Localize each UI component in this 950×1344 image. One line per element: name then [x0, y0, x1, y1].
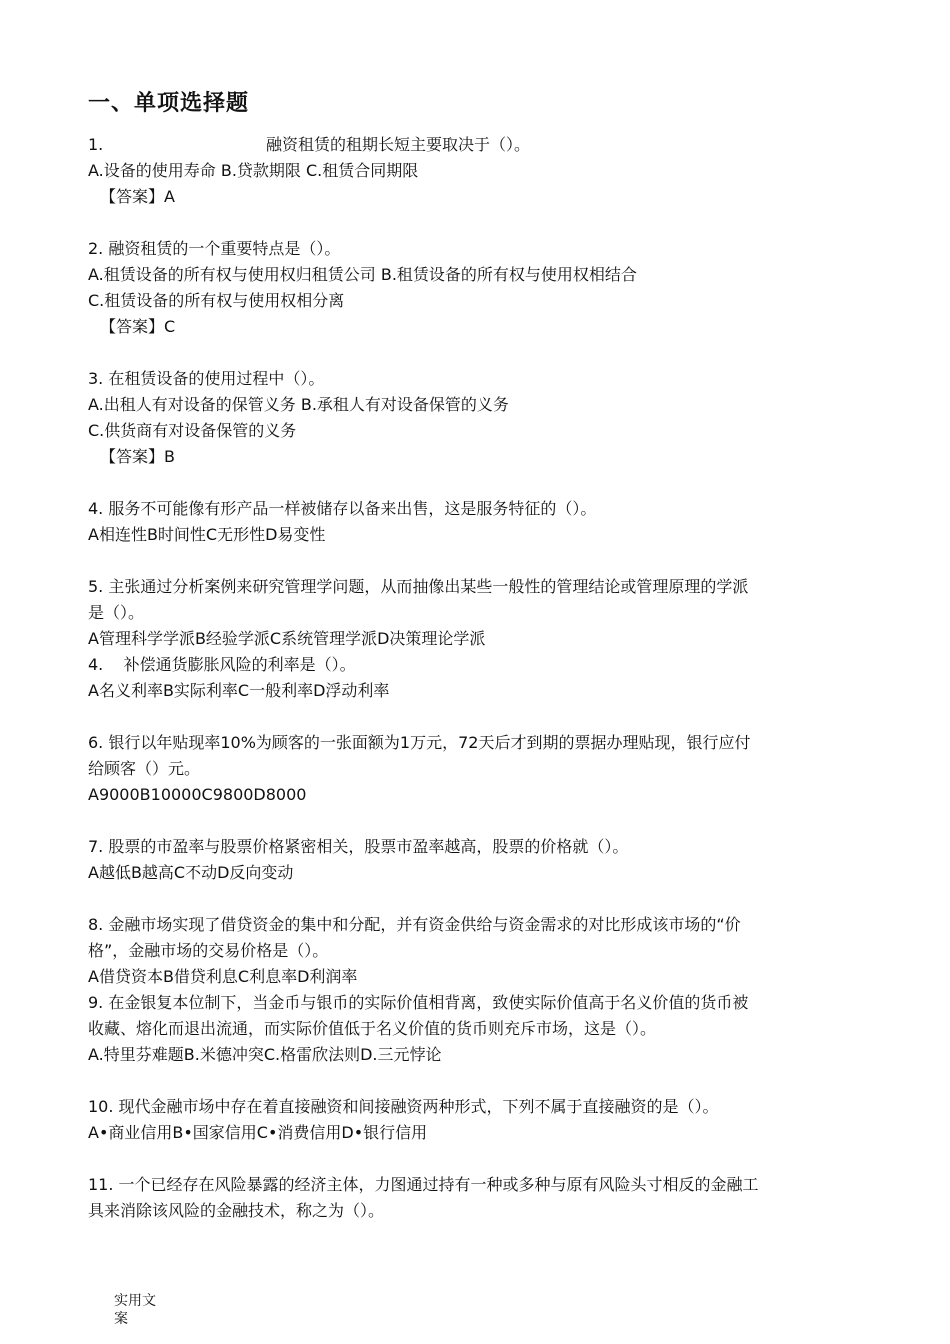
question-4	[88, 496, 858, 548]
question-options: A•商业信用B•国家信用C•消费信用D•银行信用	[88, 1123, 428, 1142]
question-options: A相连性B时间性C无形性D易变性	[88, 525, 326, 544]
section-heading: 一、单项选择题	[88, 91, 250, 116]
question-stem: 4. 补偿通货膨胀风险的利率是（）。	[88, 655, 356, 674]
question-stem: 1. 融资租赁的租期长短主要取决于（）。	[88, 135, 531, 154]
question-options: A管理科学学派B经验学派C系统管理学派D决策理论学派	[88, 629, 486, 648]
question-options: A名义利率B实际利率C一般利率D浮动利率	[88, 681, 390, 700]
document-page	[88, 88, 858, 1224]
page-footer: 实用文案	[114, 1293, 156, 1327]
question-stem: 9. 在金银复本位制下，当金币与银币的实际价值相背离，致使实际价值高于名义价值的货币被	[88, 993, 749, 1012]
question-stem: 10. 现代金融市场中存在着直接融资和间接融资两种形式，下列不属于直接融资的是（）。	[88, 1097, 719, 1116]
question-stem: 8. 金融市场实现了借贷资金的集中和分配，并有资金供给与资金需求的对比形成该市场的“价	[88, 915, 741, 934]
question-stem: 3. 在租赁设备的使用过程中（）。	[88, 369, 325, 388]
question-10	[88, 1094, 858, 1146]
question-8	[88, 912, 858, 990]
question-11	[88, 1172, 858, 1224]
question-stem: 4. 服务不可能像有形产品一样被储存以备来出售，这是服务特征的（）。	[88, 499, 597, 518]
answer-label: 【答案】C	[100, 317, 176, 336]
question-stem: 7. 股票的市盈率与股票价格紧密相关，股票市盈率越高，股票的价格就（）。	[88, 837, 629, 856]
question-stem: 是（）。	[88, 603, 145, 622]
question-9	[88, 990, 858, 1068]
question-stem: 5. 主张通过分析案例来研究管理学问题，从而抽像出某些一般性的管理结论或管理原理的学派	[88, 577, 749, 596]
question-options: C.租赁设备的所有权与使用权相分离	[88, 291, 345, 310]
question-6	[88, 730, 858, 808]
question-2	[88, 236, 858, 340]
question-options: A越低B越高C不动D反向变动	[88, 863, 294, 882]
question-stem: 收藏、熔化而退出流通，而实际价值低于名义价值的货币则充斥市场，这是（）。	[88, 1019, 657, 1038]
question-options: A.租赁设备的所有权与使用权归租赁公司 B.租赁设备的所有权与使用权相结合	[88, 265, 637, 284]
question-5	[88, 574, 858, 652]
question-options: A.特里芬难题B.米德冲突C.格雷欣法则D.三元悖论	[88, 1045, 442, 1064]
question-options: A9000B10000C9800D8000	[88, 785, 307, 804]
question-options: C.供货商有对设备保管的义务	[88, 421, 297, 440]
question-4b	[88, 652, 858, 704]
answer-label: 【答案】B	[100, 447, 175, 466]
question-1	[88, 132, 858, 210]
question-stem: 格”，金融市场的交易价格是（）。	[88, 941, 329, 960]
question-stem: 11. 一个已经存在风险暴露的经济主体，力图通过持有一种或多种与原有风险头寸相反的金融工	[88, 1175, 759, 1194]
question-stem: 2. 融资租赁的一个重要特点是（）。	[88, 239, 341, 258]
question-options: A.设备的使用寿命 B.贷款期限 C.租赁合同期限	[88, 161, 419, 180]
question-stem: 给顾客（）元。	[88, 759, 201, 778]
question-stem: 具来消除该风险的金融技术，称之为（）。	[88, 1201, 385, 1220]
question-stem: 6. 银行以年贴现率10%为顾客的一张面额为1万元，72天后才到期的票据办理贴现，银行应付	[88, 733, 751, 752]
question-7	[88, 834, 858, 886]
question-3	[88, 366, 858, 470]
answer-label: 【答案】A	[100, 187, 175, 206]
question-options: A借贷资本B借贷利息C利息率D利润率	[88, 967, 358, 986]
question-options: A.出租人有对设备的保管义务 B.承租人有对设备保管的义务	[88, 395, 509, 414]
